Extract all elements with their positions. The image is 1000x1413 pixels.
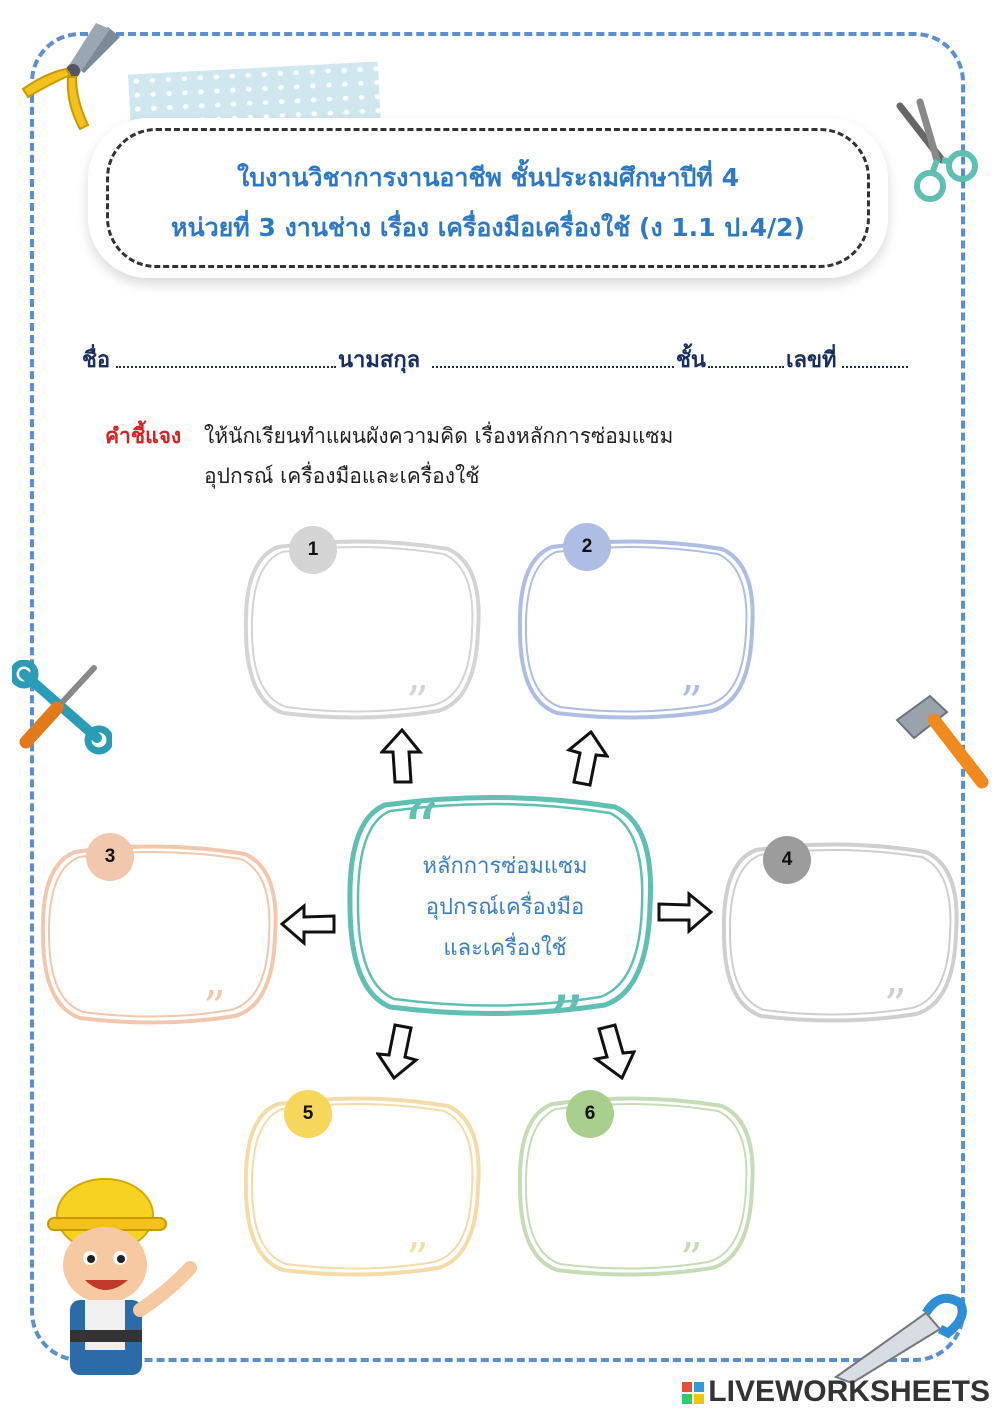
bubble-6[interactable] — [512, 1092, 762, 1282]
class-field[interactable] — [708, 366, 784, 368]
svg-text:”: ” — [203, 982, 226, 1030]
arrow-to-1 — [380, 728, 424, 786]
number-label: เลขที่ — [786, 348, 837, 373]
arrow-to-3 — [280, 902, 338, 946]
svg-text:”: ” — [680, 677, 703, 725]
bubble-1[interactable] — [238, 535, 488, 725]
bubble-4[interactable] — [716, 838, 966, 1028]
bubble-5[interactable] — [238, 1092, 488, 1282]
pliers-icon — [18, 15, 128, 130]
scissors-icon — [892, 98, 987, 208]
arrow-to-5 — [376, 1022, 420, 1080]
name-field[interactable] — [116, 366, 336, 368]
name-label: ชื่อ — [82, 348, 111, 373]
center-topic-line3: และเครื่องใช้ — [443, 936, 567, 961]
saw-icon — [830, 1285, 970, 1385]
number-field[interactable] — [842, 366, 908, 368]
bubble-3-number: 3 — [86, 833, 134, 881]
arrow-to-4 — [655, 890, 713, 934]
liveworksheets-logo — [682, 1375, 990, 1409]
svg-text:”: ” — [406, 1234, 429, 1282]
instructions-line1: ให้นักเรียนทำแผนผังความคิด เรื่องหลักการซ่อมแซม — [204, 424, 674, 448]
wrench-screwdriver-icon — [12, 660, 112, 755]
class-label: ชั้น — [676, 348, 706, 373]
instructions-line2: อุปกรณ์ เครื่องมือและเครื่องใช้ — [204, 464, 480, 488]
svg-text:”: ” — [884, 980, 907, 1028]
svg-text:”: ” — [548, 980, 585, 1025]
center-topic — [385, 846, 625, 969]
center-topic-line2: อุปกรณ์เครื่องมือ — [425, 895, 585, 920]
surname-field[interactable] — [432, 366, 674, 368]
center-topic-line1: หลักการซ่อมแซม — [422, 854, 588, 879]
bubble-6-number: 6 — [566, 1090, 614, 1138]
header-banner — [88, 118, 888, 278]
bubble-4-number: 4 — [763, 836, 811, 884]
bubble-5-number: 5 — [284, 1090, 332, 1138]
svg-text:“: “ — [402, 788, 439, 872]
surname-label: นามสกุล — [338, 348, 421, 373]
liveworksheets-logo-text: LIVEWORKSHEETS — [708, 1375, 990, 1408]
arrow-to-6 — [592, 1022, 636, 1080]
svg-text:”: ” — [680, 1234, 703, 1282]
worker-icon — [40, 1170, 200, 1390]
arrow-to-2 — [565, 730, 609, 788]
bubble-2-number: 2 — [563, 523, 611, 571]
hammer-icon — [892, 690, 992, 795]
bubble-2[interactable] — [512, 535, 762, 725]
svg-text:”: ” — [406, 677, 429, 725]
worksheet-title: ใบงานวิชาการงานอาชีพ ชั้นประถมศึกษาปีที่ 4 — [237, 163, 739, 192]
bubble-1-number: 1 — [289, 526, 337, 574]
bubble-3[interactable] — [35, 840, 285, 1030]
liveworksheets-mark-icon — [682, 1382, 704, 1404]
instructions-label: คำชี้แจง — [105, 424, 182, 448]
worksheet-subtitle: หน่วยที่ 3 งานช่าง เรื่อง เครื่องมือเครื่องใช้ (ง 1.1 ป.4/2) — [171, 213, 805, 242]
